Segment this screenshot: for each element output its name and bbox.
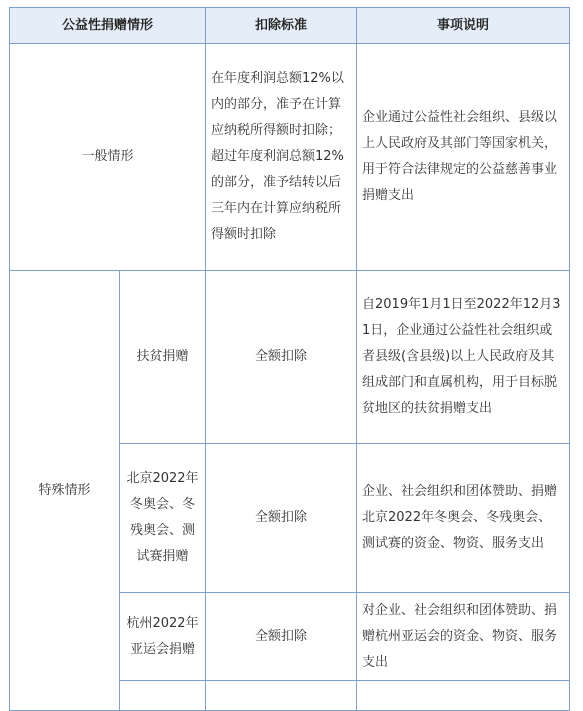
general-row: [10, 44, 570, 271]
empty-cell: [120, 681, 206, 711]
general-description: 企业通过公益性社会组织、县级以上人民政府及其部门等国家机关，用于符合法律规定的公益慈善事业捐赠支出: [357, 44, 570, 271]
general-category: 一般情形: [10, 44, 206, 271]
special-item-description: 对企业、社会组织和团体赞助、捐赠杭州亚运会的资金、物资、服务支出: [357, 593, 570, 681]
header-description: 事项说明: [357, 8, 570, 44]
special-category: 特殊情形: [10, 271, 120, 711]
header-standard: 扣除标准: [206, 8, 357, 44]
special-item-standard: 全额扣除: [206, 593, 357, 681]
header-row: [10, 8, 570, 44]
empty-cell: [357, 681, 570, 711]
general-standard: 在年度利润总额12%以内的部分，准予在计算应纳税所得额时扣除；超过年度利润总额12%的部分，准予结转以后三年内在计算应纳税所得额时扣除: [206, 44, 357, 271]
special-item-standard: 全额扣除: [206, 271, 357, 444]
special-item-name: 杭州2022年亚运会捐赠: [120, 593, 206, 681]
special-item-description: 自2019年1月1日至2022年12月31日，企业通过公益性社会组织或者县级(含县级)以上人民政府及其组成部门和直属机构，用于目标脱贫地区的扶贫捐赠支出: [357, 271, 570, 444]
header-scenario: 公益性捐赠情形: [10, 8, 206, 44]
deduction-table: [9, 7, 570, 711]
special-item-standard: 全额扣除: [206, 444, 357, 593]
table-row: [10, 271, 570, 444]
special-item-name: 北京2022年冬奥会、冬残奥会、测试赛捐赠: [120, 444, 206, 593]
special-item-description: 企业、社会组织和团体赞助、捐赠北京2022年冬奥会、冬残奥会、测试赛的资金、物资、服务支出: [357, 444, 570, 593]
special-item-name: 扶贫捐赠: [120, 271, 206, 444]
empty-cell: [206, 681, 357, 711]
